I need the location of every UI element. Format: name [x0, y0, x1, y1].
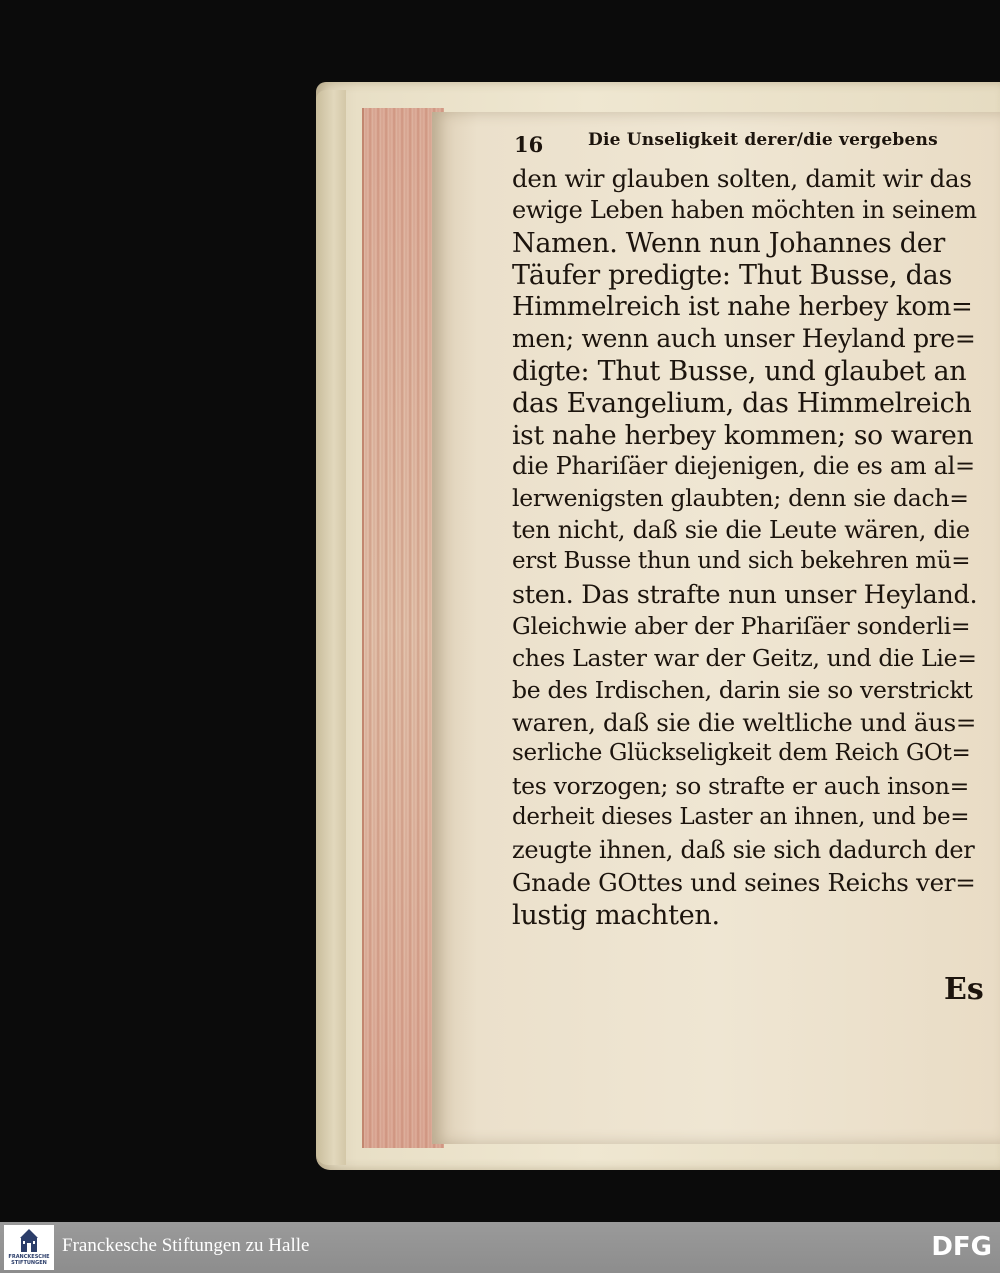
text-line: Namen. Wenn nun Johannes der [512, 228, 946, 259]
dfg-logo[interactable]: DFG [931, 1232, 992, 1262]
text-line: derheit dieses Laster an ihnen, und be= [512, 804, 970, 830]
viewer-footer [0, 1222, 1000, 1273]
text-line: be des Irdischen, darin sie so verstrickt [512, 676, 973, 704]
text-line: ist nahe herbey kommen; so waren [512, 420, 974, 451]
institution-name: Franckesche Stiftungen zu Halle [62, 1235, 310, 1256]
running-head: Die Unseligkeit derer/die vergebens [588, 130, 938, 150]
text-line: ewige Leben haben möchten in seinem [512, 196, 977, 224]
text-line: erst Busse thun und sich bekehren mü= [512, 548, 971, 574]
building-icon [18, 1228, 40, 1254]
text-line: ten nicht, daß sie die Leute wären, die [512, 516, 970, 544]
text-line: den wir glauben solten, damit wir das [512, 164, 972, 193]
text-line: Gnade GOttes und seines Reichs ver= [512, 868, 976, 897]
book-spine [316, 90, 346, 1165]
page-number: 16 [514, 132, 544, 157]
text-line: men; wenn auch unser Heyland pre= [512, 324, 976, 353]
text-line: sten. Das strafte nun unser Heyland. [512, 580, 978, 610]
text-line: lerwenigsten glaubten; denn sie dach= [512, 484, 969, 512]
text-line: Gleichwie aber der Phariſäer sonderli= [512, 612, 971, 640]
text-line: serliche Glückseligkeit dem Reich GOt= [512, 740, 971, 766]
text-line: zeugte ihnen, daß sie sich dadurch der [512, 836, 975, 864]
text-line: ches Laster war der Geitz, und die Lie= [512, 644, 977, 672]
logo-wordmark: FRANCKESCHE STIFTUNGEN [8, 1254, 50, 1266]
text-line: tes vorzogen; so strafte er auch inson= [512, 772, 969, 800]
text-line: die Phariſäer diejenigen, die es am al= [512, 452, 975, 480]
text-line: Himmelreich ist nahe herbey kom= [512, 292, 973, 322]
text-line: Täufer predigte: Thut Busse, das [512, 260, 953, 291]
text-line: lustig machten. [512, 900, 720, 931]
text-line: digte: Thut Busse, und glaubet an [512, 356, 967, 387]
institution-logo[interactable] [4, 1225, 54, 1270]
text-line: waren, daß sie die weltliche und äus= [512, 708, 977, 737]
catchword: Es [944, 972, 984, 1007]
text-line: das Evangelium, das Himmelreich [512, 388, 972, 419]
